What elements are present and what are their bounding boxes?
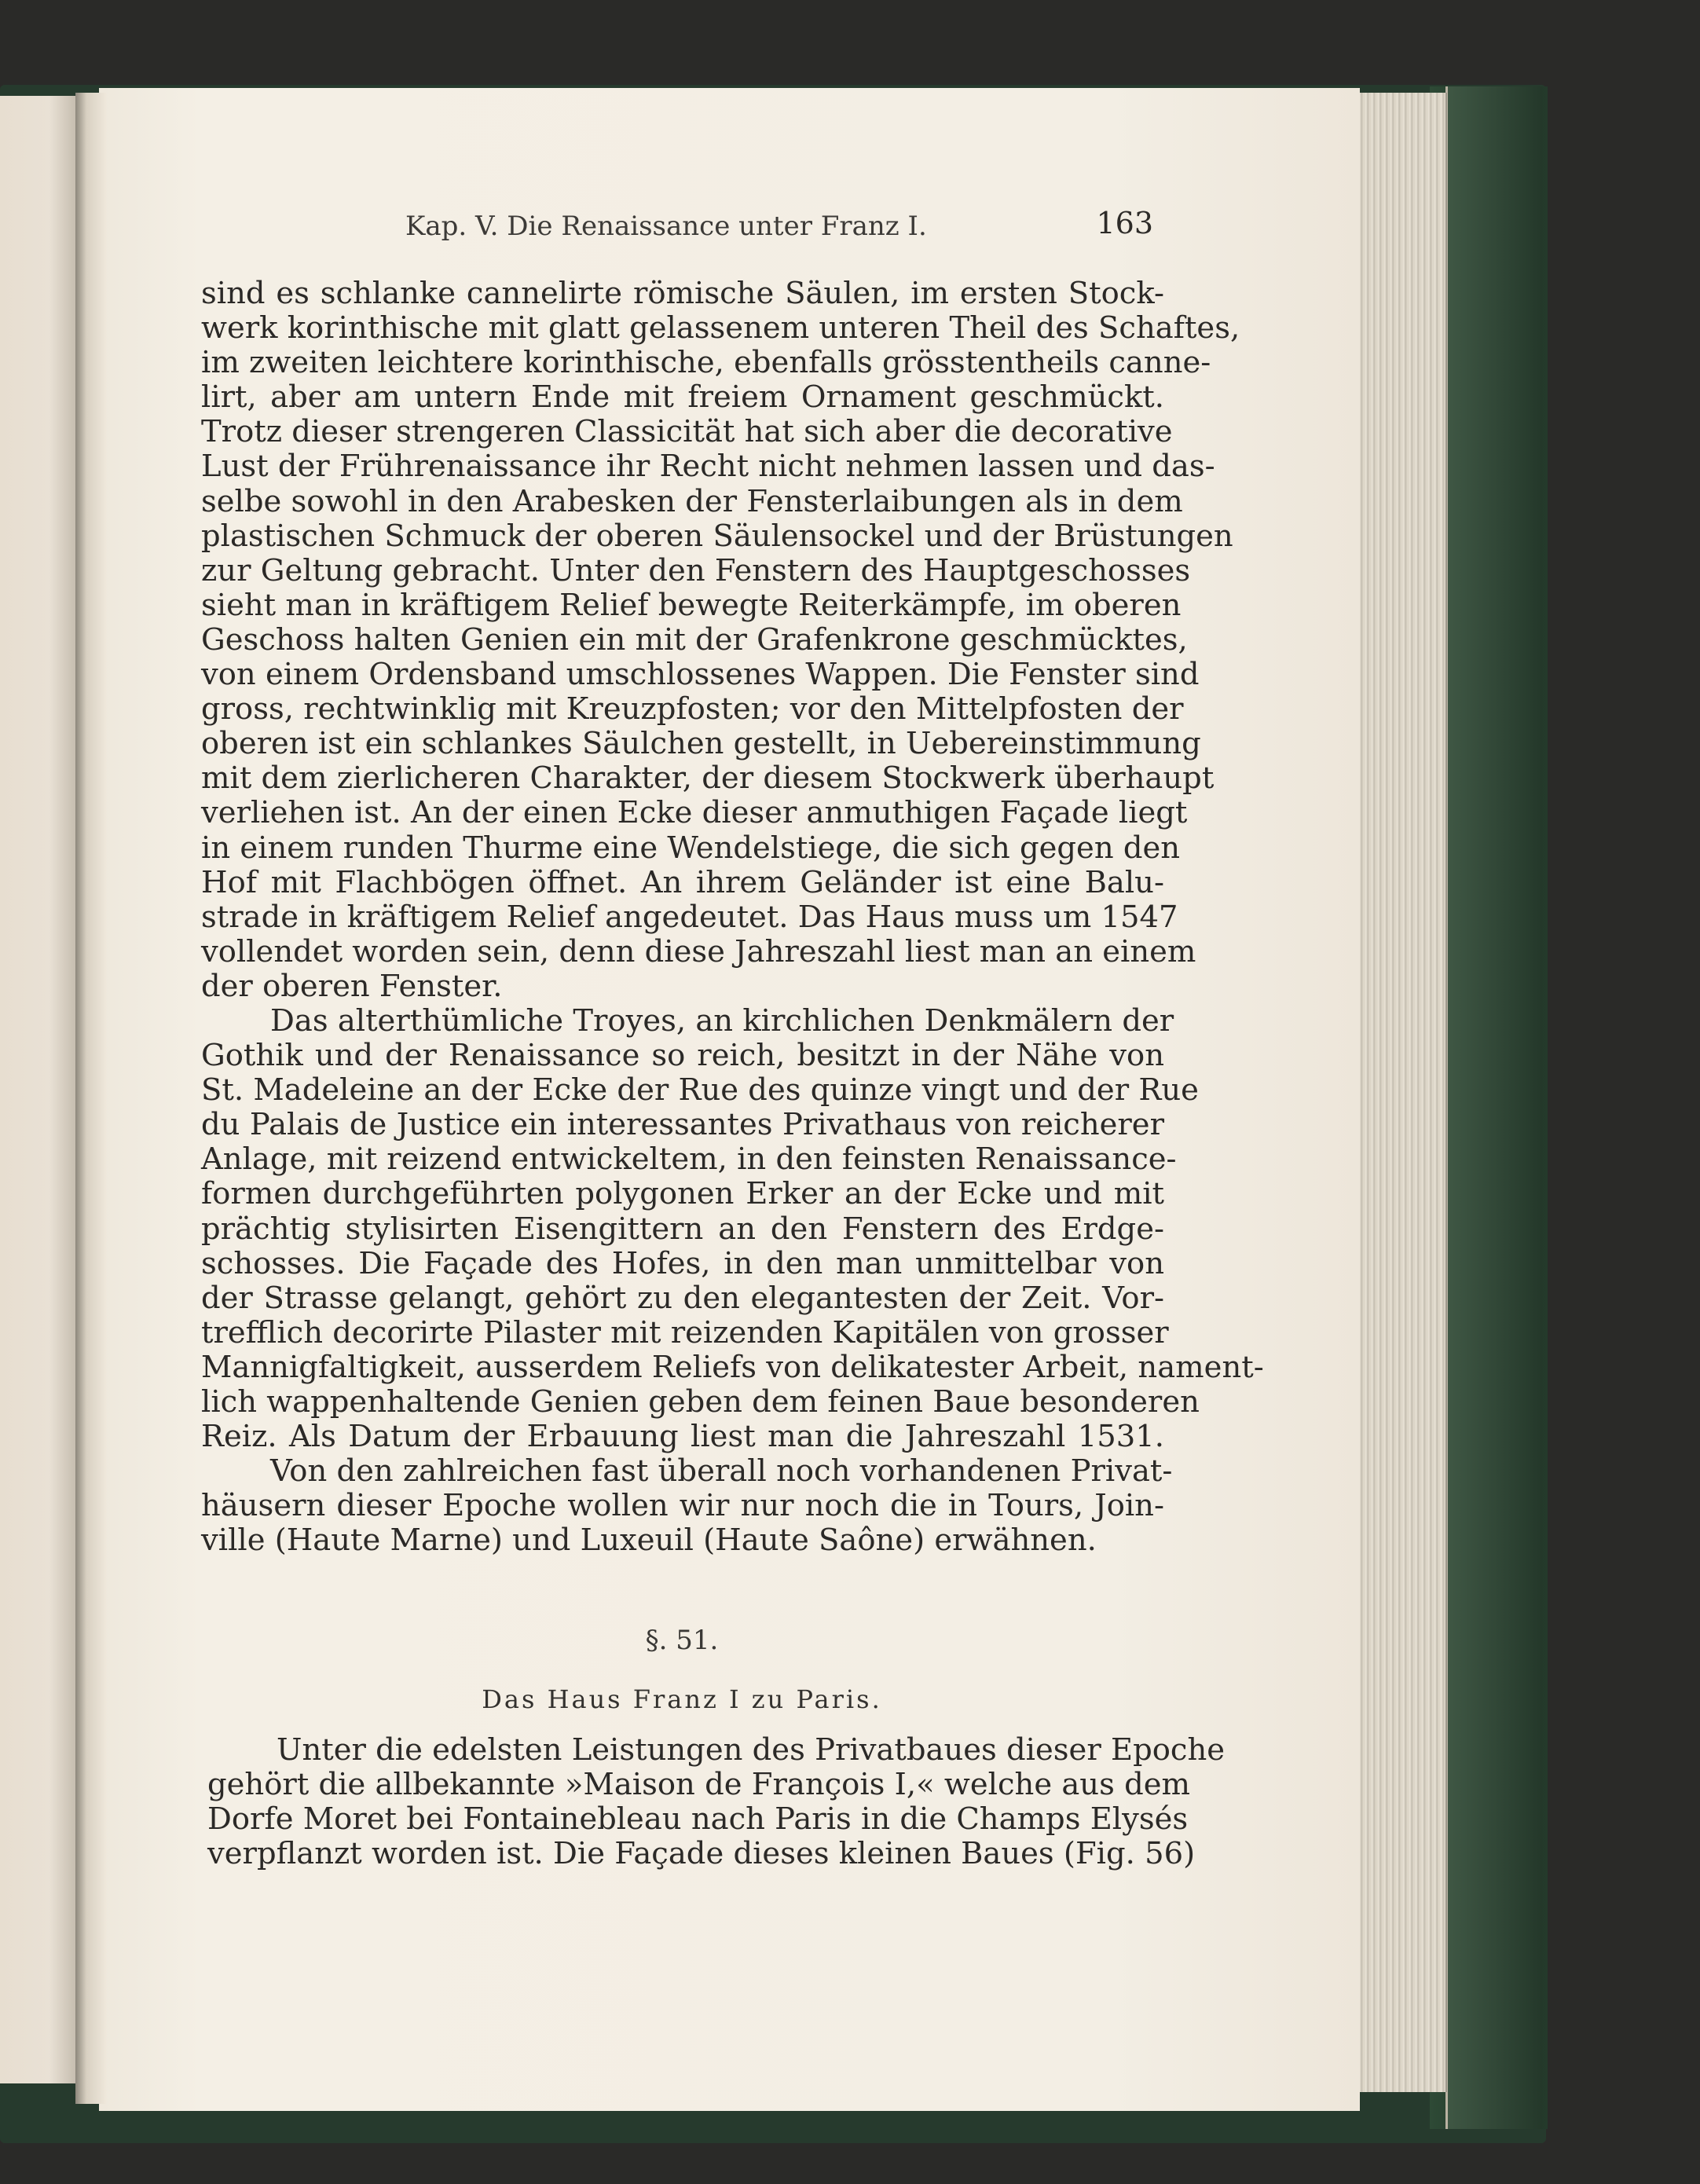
- page-number: 163: [1096, 206, 1153, 240]
- text-line: der oberen Fenster.: [201, 968, 503, 1004]
- text-line: von einem Ordensband umschlossenes Wappen. Die Fenster sind: [201, 657, 1200, 693]
- text-line: Geschoss halten Genien ein mit der Grafenkrone geschmücktes,: [201, 621, 1188, 658]
- left-page-edge: [0, 96, 82, 2083]
- text-line: gross, rechtwinklig mit Kreuzpfosten; vor den Mittelpfosten der: [201, 691, 1184, 727]
- paragraph: [207, 1732, 1226, 1872]
- text-line: lich wappenhaltende Genien geben dem feinen Baue besonderen: [201, 1384, 1200, 1420]
- text-line: im zweiten leichtere korinthische, ebenfalls grösstentheils canne-: [201, 345, 1211, 381]
- text-line: verpflanzt worden ist. Die Façade dieses kleinen Baues (Fig. 56): [207, 1836, 1196, 1872]
- paragraph: [201, 1453, 1173, 1559]
- gutter: [75, 93, 107, 2104]
- text-line: trefflich decorirte Pilaster mit reizenden Kapitälen von grosser: [201, 1314, 1169, 1350]
- page-stack-edge: [1351, 93, 1447, 2092]
- text-line: Trotz dieser strengeren Classicität hat sich aber die decorative: [201, 414, 1173, 450]
- running-title: Kap. V. Die Renaissance unter Franz I.: [405, 211, 927, 242]
- text-line: St. Madeleine an der Ecke der Rue des quinze vingt und der Rue: [201, 1072, 1199, 1108]
- cover-lip: [1445, 86, 1542, 2129]
- text-line: Reiz. Als Datum der Erbauung liest man die Jahreszahl 1531.: [201, 1419, 1164, 1455]
- text-line: häusern dieser Epoche wollen wir nur noch die in Tours, Join-: [201, 1488, 1164, 1524]
- section-body-text: [207, 1732, 1226, 1872]
- text-line: Von den zahlreichen fast überall noch vorhandenen Privat-: [270, 1453, 1173, 1490]
- text-line: Gothik und der Renaissance so reich, besitzt in der Nähe von: [201, 1038, 1164, 1074]
- text-line: Das alterthümliche Troyes, an kirchlichen Denkmälern der: [270, 1002, 1174, 1039]
- text-line: verliehen ist. An der einen Ecke dieser anmuthigen Façade liegt: [201, 795, 1188, 831]
- text-line: der Strasse gelangt, gehört zu den elegantesten der Zeit. Vor-: [201, 1280, 1164, 1316]
- section-title: Das Haus Franz I zu Paris.: [482, 1684, 882, 1714]
- text-line: prächtig stylisirten Eisengittern an den Fenstern des Erdge-: [201, 1211, 1164, 1247]
- text-line: strade in kräftigem Relief angedeutet. Das Haus muss um 1547: [201, 899, 1178, 935]
- text-line: Mannigfaltigkeit, ausserdem Reliefs von delikatester Arbeit, nament-: [201, 1349, 1264, 1385]
- text-line: selbe sowohl in den Arabesken der Fensterlaibungen als in dem: [201, 483, 1183, 519]
- text-line: Dorfe Moret bei Fontainebleau nach Paris in die Champs Elysés: [207, 1801, 1189, 1838]
- text-line: werk korinthische mit glatt gelassenem unteren Theil des Schaftes,: [201, 310, 1240, 346]
- running-head: [405, 206, 1153, 245]
- text-line: sieht man in kräftigem Relief bewegte Reiterkämpfe, im oberen: [201, 587, 1182, 623]
- paragraph: [201, 1002, 1264, 1455]
- text-line: lirt, aber am untern Ende mit freiem Ornament geschmückt.: [201, 379, 1164, 416]
- text-line: in einem runden Thurme eine Wendelstiege, die sich gegen den: [201, 830, 1181, 866]
- text-line: du Palais de Justice ein interessantes Privathaus von reicherer: [201, 1107, 1164, 1143]
- text-line: ville (Haute Marne) und Luxeuil (Haute Saône) erwähnen.: [201, 1523, 1097, 1559]
- text-line: Unter die edelsten Leistungen des Privatbaues dieser Epoche: [277, 1732, 1226, 1768]
- text-line: Lust der Frührenaissance ihr Recht nicht nehmen lassen und das-: [201, 449, 1215, 485]
- section-number: §. 51.: [645, 1625, 719, 1656]
- text-line: Hof mit Flachbögen öffnet. An ihrem Geländer ist eine Balu-: [201, 864, 1164, 900]
- text-line: vollendet worden sein, denn diese Jahreszahl liest man an einem: [201, 933, 1196, 969]
- text-line: Anlage, mit reizend entwickeltem, in den feinsten Renaissance-: [201, 1141, 1177, 1178]
- text-line: plastischen Schmuck der oberen Säulensockel und der Brüstungen: [201, 518, 1233, 554]
- text-line: oberen ist ein schlankes Säulchen gestellt, in Uebereinstimmung: [201, 726, 1201, 762]
- paragraph: [201, 276, 1240, 1004]
- text-line: mit dem zierlicheren Charakter, der diesem Stockwerk überhaupt: [201, 760, 1215, 797]
- text-line: zur Geltung gebracht. Unter den Fenstern des Hauptgeschosses: [201, 552, 1191, 588]
- body-text: [201, 276, 1264, 1559]
- text-line: formen durchgeführten polygonen Erker an der Ecke und mit: [201, 1176, 1164, 1212]
- text-line: schosses. Die Façade des Hofes, in den man unmittelbar von: [201, 1245, 1164, 1281]
- text-line: gehört die allbekannte »Maison de François I,« welche aus dem: [207, 1767, 1191, 1803]
- text-line: sind es schlanke cannelirte römische Säulen, im ersten Stock-: [201, 276, 1164, 311]
